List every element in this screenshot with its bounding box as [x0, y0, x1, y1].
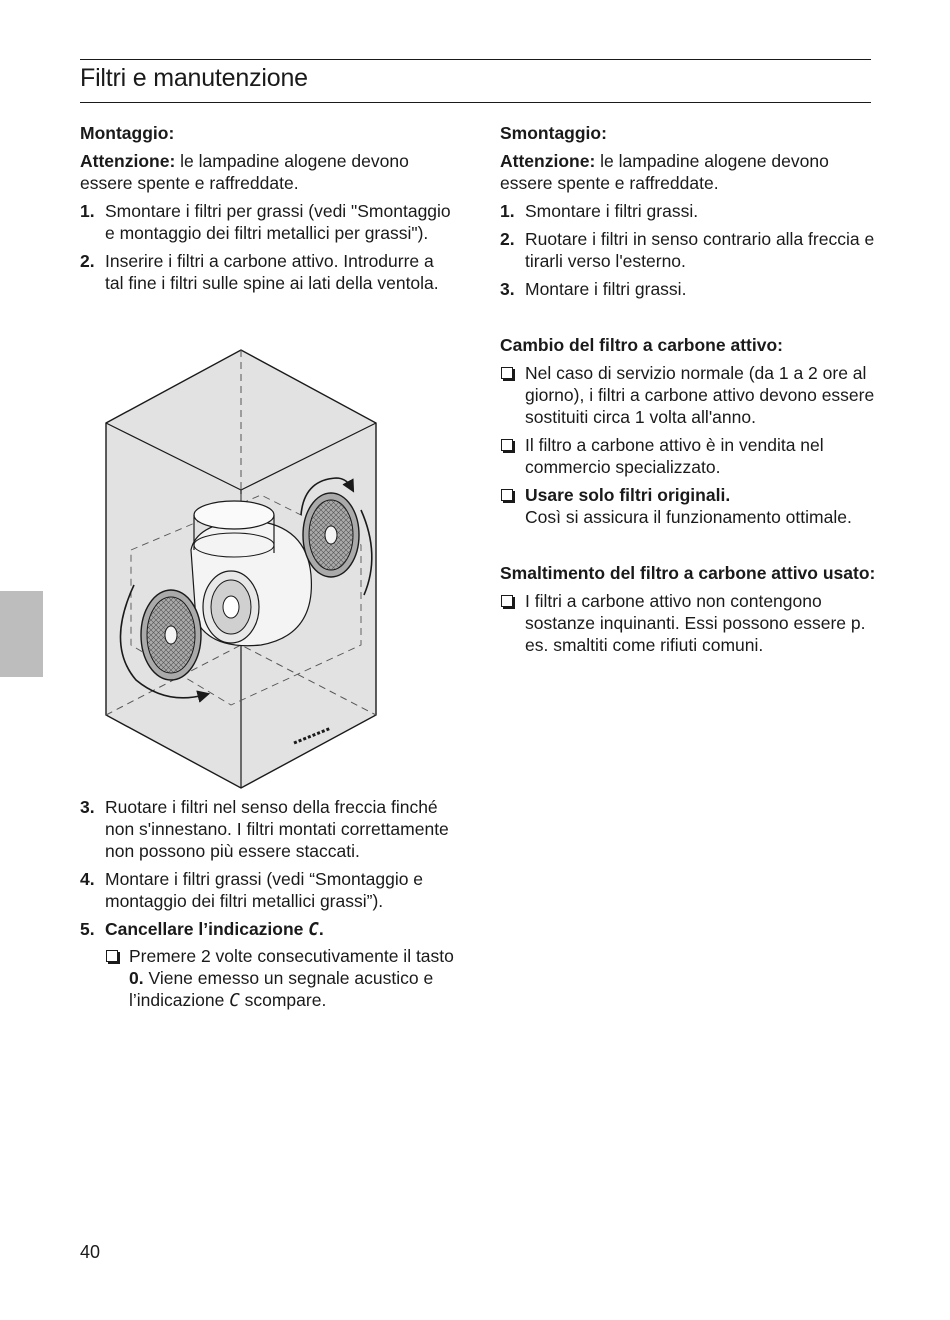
right-carbon-filter — [303, 493, 359, 577]
step-text: Inserire i filtri a carbone attivo. Introdurre a tal fine i filtri sulle spine ai lati della ventola. — [105, 251, 439, 293]
checkbox-icon — [106, 950, 118, 962]
item-text: Il filtro a carbone attivo è in vendita nel commercio specializzato. — [525, 435, 824, 477]
page-number: 40 — [80, 1242, 101, 1262]
page-title: Filtri e manutenzione — [80, 64, 308, 92]
step-number: 1. — [500, 201, 515, 221]
header-rule-bottom — [80, 102, 871, 103]
note-label: Attenzione: — [500, 151, 596, 171]
step-end: . — [318, 919, 324, 939]
list-item — [500, 200, 880, 222]
filter-rotation-diagram — [96, 345, 392, 790]
list-item — [80, 200, 452, 244]
step-number: 2. — [500, 229, 515, 249]
step-text: Cancellare l’indicazione — [105, 919, 309, 939]
step-text: Ruotare i filtri nel senso della freccia finché non s'innestano. I filtri montati correttamente non possono più essere staccati. — [105, 797, 449, 861]
hood-filter-illustration — [96, 345, 392, 790]
key-label: 0. — [129, 968, 144, 988]
removal-steps — [500, 200, 880, 300]
substep-text: Viene emesso un segnale acustico e l’indicazione — [129, 968, 434, 1010]
disposal-list — [500, 590, 880, 656]
list-item — [80, 918, 460, 1012]
list-item — [500, 228, 880, 272]
item-text: Così si assicura il funzionamento ottimale. — [525, 507, 852, 527]
step-text: Ruotare i filtri in senso contrario alla freccia e tirarli verso l'esterno. — [525, 229, 875, 271]
note-text: le lampadine alogene devono essere spente e raffreddate. — [80, 151, 409, 193]
step-text: Montare i filtri grassi (vedi “Smontaggio e montaggio dei filtri metallici grassi”). — [105, 869, 424, 911]
item-text: I filtri a carbone attivo non contengono sostanze inquinanti. Essi possono essere p. es. smaltiti come rifiuti comuni. — [525, 591, 866, 655]
display-symbol-c: C — [229, 991, 240, 1011]
checkbox-icon — [501, 439, 513, 451]
substep-text: scompare. — [239, 990, 327, 1010]
note-label: Attenzione: — [80, 151, 176, 171]
mounting-note — [80, 150, 452, 194]
list-item — [500, 278, 880, 300]
checkbox-icon — [501, 489, 513, 501]
substep-text: Premere 2 volte consecutivamente il tasto — [129, 946, 454, 966]
header-rule-top — [80, 59, 871, 60]
change-filter-list — [500, 362, 880, 528]
mounting-steps — [80, 200, 452, 294]
mounting-heading: Montaggio: — [80, 123, 175, 143]
list-item — [80, 868, 460, 912]
step-text: Montare i filtri grassi. — [525, 279, 687, 299]
side-tab-marker — [0, 591, 43, 677]
step-number: 3. — [500, 279, 515, 299]
step-number: 2. — [80, 251, 95, 271]
right-column — [500, 122, 880, 662]
disposal-heading: Smaltimento del filtro a carbone attivo usato: — [500, 563, 876, 583]
change-filter-heading: Cambio del filtro a carbone attivo: — [500, 335, 783, 355]
list-item — [500, 362, 880, 428]
list-item — [80, 250, 452, 294]
list-item — [500, 590, 880, 656]
list-item — [500, 484, 880, 528]
item-text: Nel caso di servizio normale (da 1 a 2 ore al giorno), i filtri a carbone attivo devono essere sostituiti circa 1 volta all'anno. — [525, 363, 875, 427]
step-number: 1. — [80, 201, 95, 221]
removal-note — [500, 150, 880, 194]
step-text: Smontare i filtri grassi. — [525, 201, 699, 221]
step-number: 4. — [80, 869, 95, 889]
list-item — [80, 796, 460, 862]
step-text: Smontare i filtri per grassi (vedi "Smontaggio e montaggio dei filtri metallici per grassi"). — [105, 201, 451, 243]
left-column — [80, 122, 452, 300]
removal-heading: Smontaggio: — [500, 123, 607, 143]
list-item — [105, 945, 460, 1012]
step-number: 5. — [80, 919, 95, 939]
note-text: le lampadine alogene devono essere spente e raffreddate. — [500, 151, 829, 193]
step-number: 3. — [80, 797, 95, 817]
checkbox-icon — [501, 595, 513, 607]
left-carbon-filter — [141, 590, 201, 680]
mounting-steps-continued — [80, 796, 460, 1018]
list-item — [500, 434, 880, 478]
display-symbol-c: C — [308, 920, 319, 940]
item-bold-text: Usare solo filtri originali. — [525, 485, 731, 505]
checkbox-icon — [501, 367, 513, 379]
